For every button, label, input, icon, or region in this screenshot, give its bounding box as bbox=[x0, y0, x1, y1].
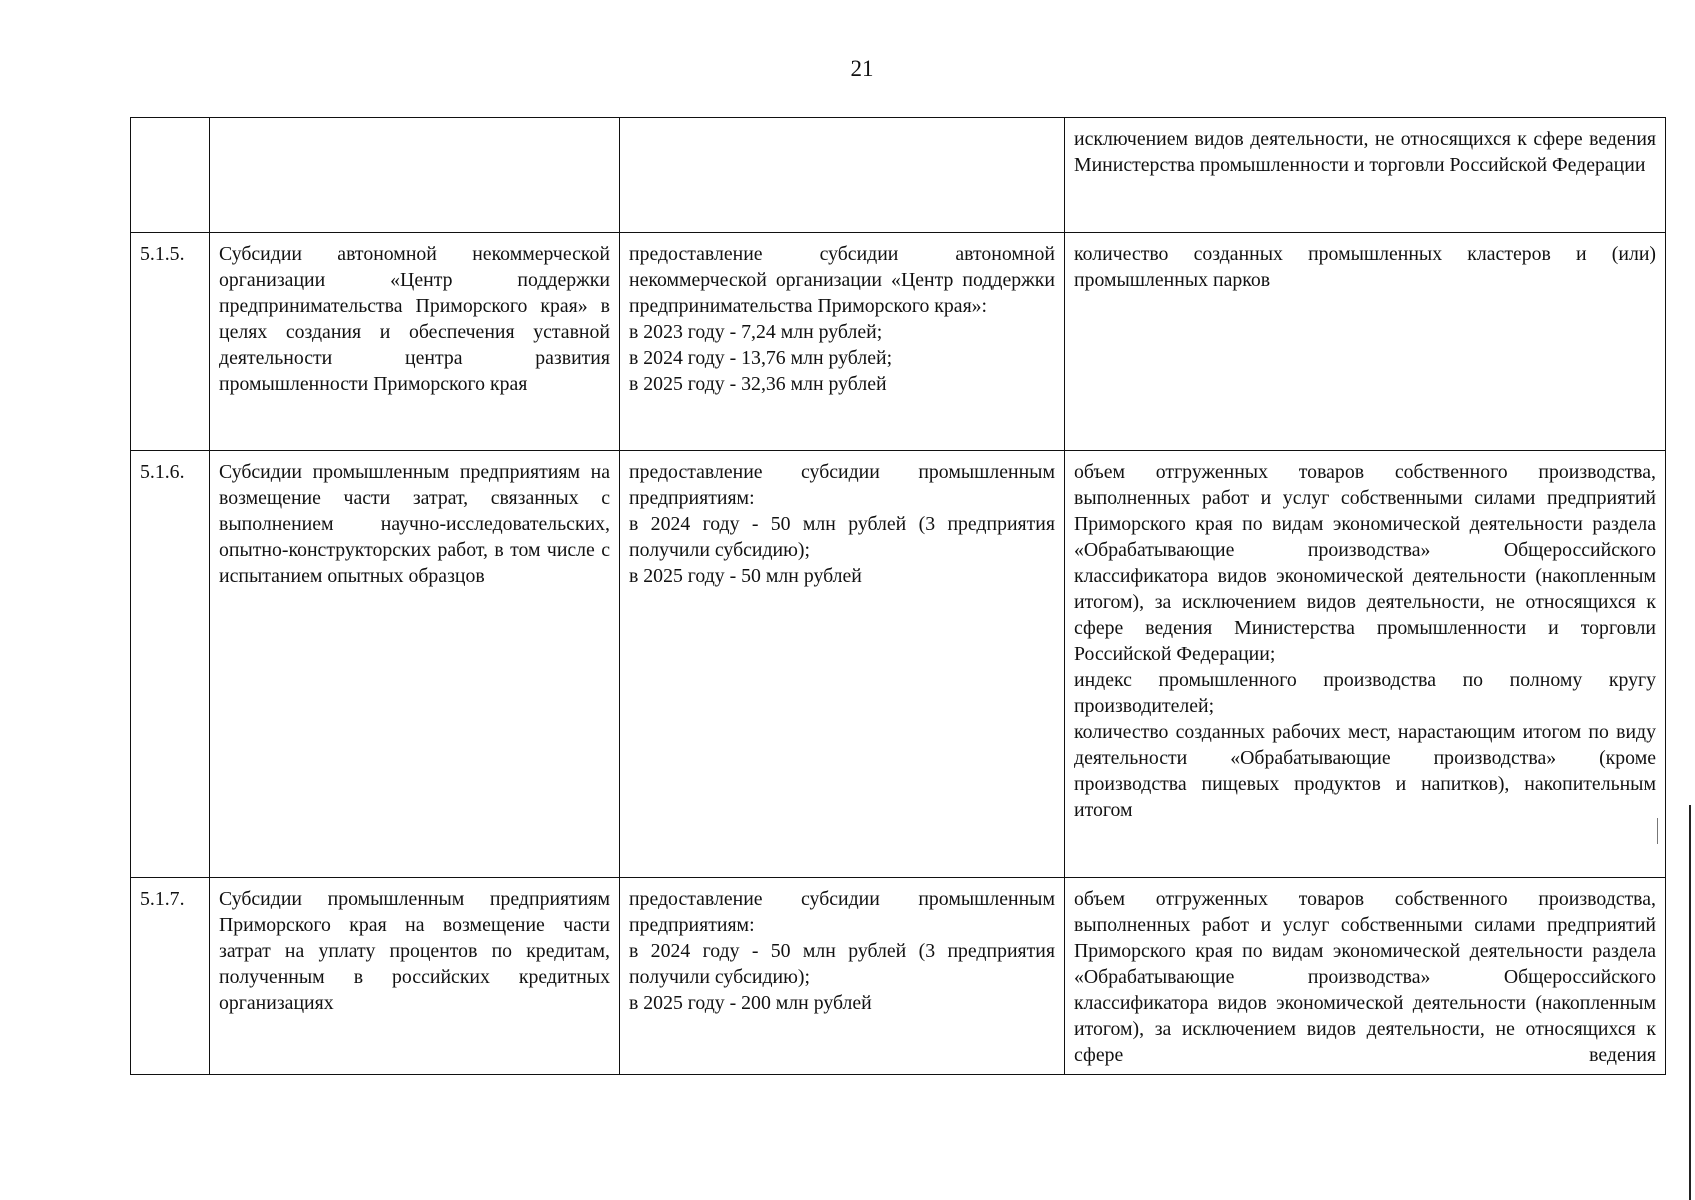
indicator-text: объем отгруженных товаров собственного производства, выполненных работ и услуг собственными силами предприятий Приморского края по видам экономической деятельности раздела «Обрабатывающие производства» Общероссийского классификатора видов экономической деятельности (накопленным итогом), за исключением видов деятельности, не относящихся к сфере ведения Министерства промышленности и торговли Российской Федерации; bbox=[1074, 461, 1656, 665]
scan-artifact-tick bbox=[1657, 818, 1658, 844]
measure-title-cell: Субсидии автономной некоммерческой организации «Центр поддержки предпринимательства Приморского края» в целях создания и обеспечения уставной деятельности центра развития промышленности Приморского края bbox=[210, 233, 620, 451]
funding-text: предоставление субсидии промышленным предприятиям: bbox=[629, 888, 1055, 936]
funding-text: в 2025 году - 32,36 млн рублей bbox=[629, 373, 887, 395]
row-number-cell: 5.1.5. bbox=[131, 233, 210, 451]
funding-cell bbox=[620, 878, 1065, 1075]
funding-text: в 2024 году - 50 млн рублей (3 предприятия получили субсидию); bbox=[629, 513, 1055, 561]
measure-title-cell bbox=[210, 118, 620, 233]
indicator-text: количество созданных рабочих мест, нарастающим итогом по виду деятельности «Обрабатывающие производства» (кроме производства пищевых продуктов и напитков), накопительным итогом bbox=[1074, 721, 1656, 821]
measure-title-cell: Субсидии промышленным предприятиям на возмещение части затрат, связанных с выполнением научно-исследовательских, опытно-конструкторских работ, в том числе с испытанием опытных образцов bbox=[210, 451, 620, 878]
funding-text: предоставление субсидии автономной некоммерческой организации «Центр поддержки предпринимательства Приморского края»: bbox=[629, 243, 1055, 317]
measures-table bbox=[130, 117, 1666, 1075]
indicator-text: количество созданных промышленных кластеров и (или) промышленных парков bbox=[1074, 243, 1656, 291]
funding-text: в 2024 году - 13,76 млн рублей; bbox=[629, 347, 893, 369]
indicator-text: объем отгруженных товаров собственного производства, выполненных работ и услуг собственными силами предприятий Приморского края по видам экономической деятельности раздела «Обрабатывающие производства» Общероссийского классификатора видов экономической деятельности (накопленным итогом), за исключением видов деятельности, не относящихся к сфере ведения bbox=[1074, 888, 1656, 1066]
scan-artifact-edge bbox=[1689, 805, 1691, 1200]
measure-title-cell: Субсидии промышленным предприятиям Приморского края на возмещение части затрат на уплату процентов по кредитам, полученным в российских кредитных организациях bbox=[210, 878, 620, 1075]
funding-text: предоставление субсидии промышленным предприятиям: bbox=[629, 461, 1055, 509]
indicator-text: индекс промышленного производства по полному кругу производителей; bbox=[1074, 669, 1656, 717]
table-row bbox=[131, 878, 1666, 1075]
table-row bbox=[131, 118, 1666, 233]
funding-text: в 2025 году - 200 млн рублей bbox=[629, 992, 872, 1014]
indicators-cell bbox=[1065, 118, 1666, 233]
funding-text: в 2024 году - 50 млн рублей (3 предприятия получили субсидию); bbox=[629, 940, 1055, 988]
table-row bbox=[131, 233, 1666, 451]
indicator-text: исключением видов деятельности, не относящихся к сфере ведения Министерства промышленности и торговли Российской Федерации bbox=[1074, 128, 1656, 176]
page-number: 21 bbox=[850, 56, 874, 81]
row-number-cell: 5.1.7. bbox=[131, 878, 210, 1075]
funding-cell bbox=[620, 451, 1065, 878]
indicators-cell bbox=[1065, 233, 1666, 451]
indicators-cell bbox=[1065, 451, 1666, 878]
funding-text: в 2023 году - 7,24 млн рублей; bbox=[629, 321, 883, 343]
table-row bbox=[131, 451, 1666, 878]
funding-cell bbox=[620, 118, 1065, 233]
row-number-cell: 5.1.6. bbox=[131, 451, 210, 878]
row-number-cell bbox=[131, 118, 210, 233]
indicators-cell bbox=[1065, 878, 1666, 1075]
funding-cell bbox=[620, 233, 1065, 451]
funding-text: в 2025 году - 50 млн рублей bbox=[629, 565, 862, 587]
